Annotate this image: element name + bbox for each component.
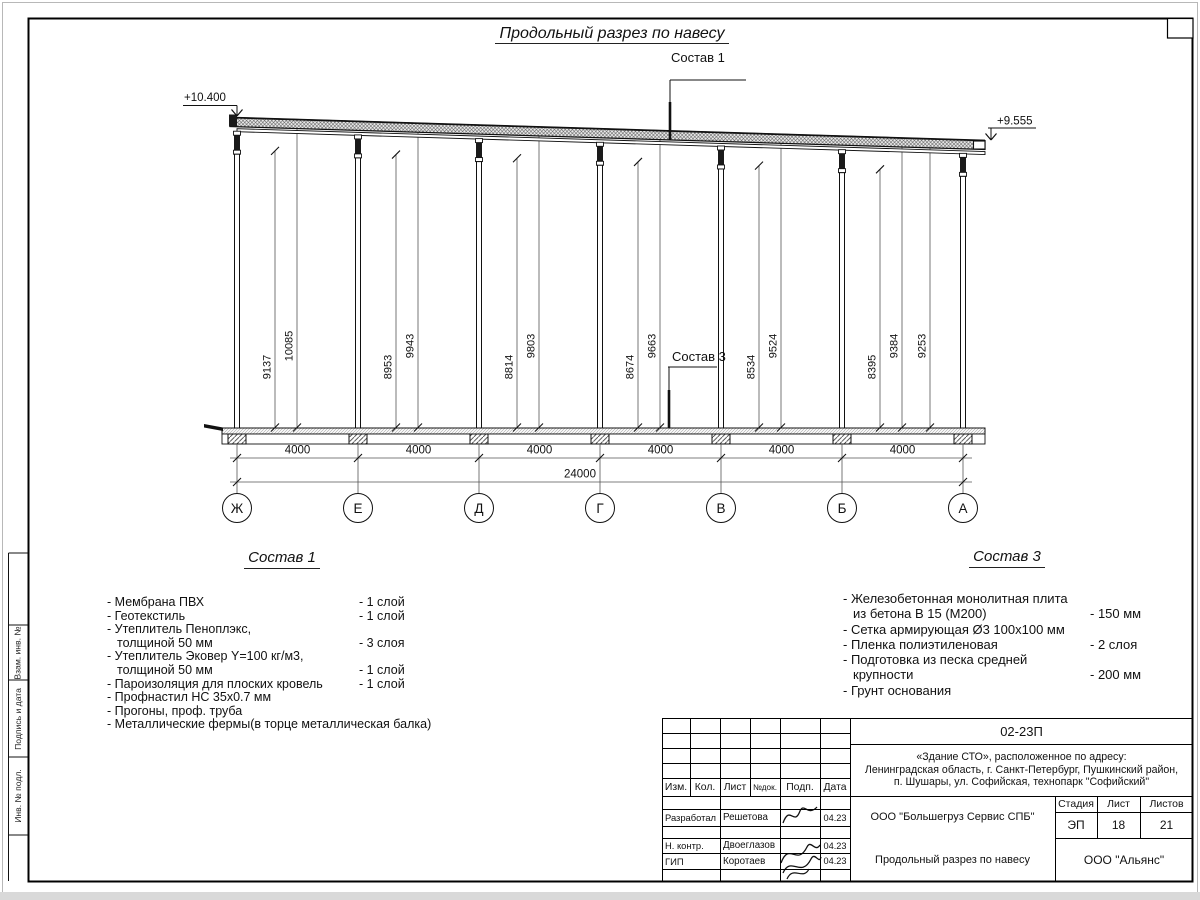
- stamp-date: 04.23: [823, 840, 847, 851]
- material-name: - Утеплитель Эковер Y=100 кг/м3,: [107, 649, 304, 664]
- sheet-number: 18: [1111, 818, 1126, 832]
- foundation-pad: [712, 434, 730, 444]
- stamp-grid-line: [662, 733, 850, 734]
- stamp-header-cell: Лист: [723, 781, 747, 793]
- sheets-label: Листов: [1149, 798, 1184, 810]
- material-quantity: - 1 слой: [359, 676, 405, 691]
- height-dim-label: 9663: [646, 333, 659, 359]
- object-line: Ленинградская область, г. Санкт-Петербург, Пушкинский район,: [864, 763, 1179, 776]
- material-name: из бетона В 15 (М200): [853, 606, 987, 622]
- axis-letter: В: [716, 500, 726, 516]
- height-dim-label: 9524: [767, 333, 780, 359]
- height-dim-label: 9803: [525, 333, 538, 359]
- foundation-pad: [228, 434, 246, 444]
- material-name: - Профнастил НС 35х0.7 мм: [107, 690, 272, 705]
- column-bearing-detail: [355, 139, 361, 154]
- bay-width-label: 4000: [768, 444, 795, 457]
- axis-letter: Д: [474, 500, 484, 516]
- column-top-plate: [234, 131, 241, 135]
- material-name: - Прогоны, проф. труба: [107, 703, 243, 718]
- material-list-item: [843, 637, 1183, 652]
- callout-sostav3: Состав 3: [672, 349, 726, 364]
- material-list-item: [107, 691, 487, 705]
- stamp-grid-line: [1192, 718, 1193, 882]
- column-base-plate-detail: [960, 172, 967, 176]
- stamp-grid-line: [662, 748, 850, 749]
- column: [719, 169, 724, 428]
- material-quantity: - 1 слой: [359, 608, 405, 623]
- sostav3-list: [843, 591, 1183, 698]
- column-bearing-detail: [597, 146, 603, 161]
- material-name: - Пленка полиэтиленовая: [843, 636, 998, 652]
- title-block: [662, 718, 1193, 882]
- bay-width-label: 4000: [647, 444, 674, 457]
- material-name: - Подготовка из песка средней: [843, 652, 1028, 668]
- foundation-pad: [591, 434, 609, 444]
- material-list-item: [107, 718, 487, 732]
- height-dim-label: 9943: [404, 333, 417, 359]
- axis-letter: Е: [353, 500, 363, 516]
- column-base-plate-detail: [234, 150, 241, 154]
- sheets-total: 21: [1159, 818, 1174, 832]
- column: [961, 176, 966, 428]
- frame-cell-podpis-data: Подпись и дата: [13, 687, 23, 750]
- material-list-item: [107, 705, 487, 719]
- elevation-arrow: [237, 110, 243, 117]
- height-dim-label: 8953: [382, 354, 395, 380]
- axis-letter: Г: [596, 500, 604, 516]
- column-base-plate-detail: [718, 165, 725, 169]
- document-number: 02-23П: [1000, 723, 1043, 739]
- material-name: - Металлические фермы(в торце металлическая балка): [107, 717, 432, 732]
- foundation-pad: [349, 434, 367, 444]
- sostav1-title: Состав 1: [222, 549, 342, 566]
- material-list-item: [107, 610, 487, 624]
- foundation-pad: [470, 434, 488, 444]
- material-name: - Мембрана ПВХ: [107, 595, 205, 609]
- floor-slab: [222, 428, 985, 434]
- stamp-grid-line: [662, 826, 850, 827]
- material-name: - Грунт основания: [843, 682, 952, 698]
- stamp-header-cell: Дата: [823, 781, 847, 793]
- column-bearing-detail: [718, 150, 724, 165]
- column-top-plate: [476, 139, 483, 143]
- bay-width-label: 4000: [284, 444, 311, 457]
- column-bearing-detail: [960, 157, 966, 172]
- stage-label: Стадия: [1058, 798, 1094, 810]
- stamp-person-name: Двоеглазов: [723, 840, 776, 851]
- frame-cell-vzam-inv: Взам. инв. №: [13, 625, 23, 680]
- roof-left-cap: [229, 115, 237, 127]
- stamp-header-cell: Кол.: [694, 781, 716, 793]
- foundation-pad: [954, 434, 972, 444]
- elevation-label: +10.400: [184, 92, 226, 104]
- height-dim-label: 9253: [916, 333, 929, 359]
- stamp-grid-line: [850, 744, 1193, 745]
- stamp-grid-line: [662, 763, 850, 764]
- column-bearing-detail: [234, 135, 240, 150]
- stamp-date: 04.23: [823, 856, 847, 866]
- column: [598, 165, 603, 428]
- material-list-item: [843, 652, 1183, 667]
- height-dim-label: 10085: [283, 330, 296, 362]
- material-list-item: [107, 678, 487, 692]
- material-name: - Утеплитель Пеноплэкс,: [107, 622, 252, 637]
- material-list-item: [843, 683, 1183, 698]
- material-name: - Железобетонная монолитная плита: [843, 591, 1068, 606]
- column: [477, 162, 482, 428]
- column: [356, 158, 361, 428]
- frame-cell-inv-podl: Инв. № подл.: [13, 769, 23, 823]
- roof-right-end-box: [974, 141, 986, 149]
- stamp-role: Н. контр.: [665, 840, 704, 851]
- material-quantity: - 1 слой: [359, 662, 405, 677]
- material-quantity: - 1 слой: [359, 595, 405, 609]
- stamp-grid-line: [1097, 796, 1098, 838]
- stamp-grid-line: [662, 881, 1193, 882]
- sheet-label: Лист: [1107, 798, 1130, 810]
- bay-width-label: 4000: [405, 444, 432, 457]
- column-base-plate-detail: [476, 158, 483, 162]
- material-quantity: - 200 мм: [1090, 667, 1142, 683]
- stamp-grid-line: [1055, 838, 1193, 839]
- callout-sostav1: Состав 1: [671, 50, 725, 65]
- bay-width-label: 4000: [889, 444, 916, 457]
- material-name: крупности: [853, 667, 914, 683]
- column-base-plate-detail: [839, 169, 846, 173]
- stamp-person-name: Решетова: [723, 812, 768, 823]
- scan-bottom-strip: [0, 892, 1200, 900]
- column: [235, 154, 240, 428]
- stamp-header-cell: Подп.: [786, 781, 814, 793]
- organization-name: ООО "Большегруз Сервис СПБ": [870, 811, 1035, 823]
- material-quantity: - 2 слоя: [1090, 636, 1138, 652]
- stamp-grid-line: [662, 796, 850, 797]
- material-quantity: - 150 мм: [1090, 606, 1142, 622]
- material-list-item: [107, 637, 487, 651]
- material-list-item: [843, 622, 1183, 637]
- stamp-person-name: Коротаев: [723, 855, 766, 867]
- column: [840, 173, 845, 428]
- column-top-plate: [839, 150, 846, 154]
- height-dim-label: 8674: [624, 354, 637, 380]
- material-name: - Сетка армирующая Ø3 100х100 мм: [843, 621, 1065, 637]
- stamp-header-cell: №док.: [753, 782, 777, 792]
- column-bearing-detail: [476, 143, 482, 158]
- sheet-title: Продольный разрез по навесу: [875, 854, 1030, 866]
- height-dim-label: 8534: [745, 354, 758, 380]
- stamp-date: 04.23: [823, 812, 847, 823]
- drawing-title: Продольный разрез по навесу: [472, 25, 752, 43]
- sostav3-title: Состав 3: [947, 548, 1067, 565]
- stamp-grid-line: [662, 869, 850, 870]
- column-top-plate: [718, 146, 725, 150]
- material-list-item: [843, 667, 1183, 682]
- design-firm: ООО "Альянс": [1083, 853, 1165, 867]
- stamp-grid-line: [850, 796, 1193, 797]
- material-name: - Геотекстиль: [107, 608, 186, 623]
- column-top-plate: [960, 153, 967, 157]
- material-name: толщиной 50 мм: [117, 635, 213, 650]
- stamp-role: Разработал: [665, 812, 717, 823]
- column-bearing-detail: [839, 154, 845, 169]
- column-top-plate: [597, 142, 604, 146]
- stage-value: ЭП: [1067, 818, 1085, 832]
- object-line: «Здание СТО», расположенное по адресу:: [916, 751, 1127, 764]
- stamp-grid-line: [1140, 796, 1141, 838]
- signature-gip: [777, 835, 823, 881]
- material-list-item: [107, 623, 487, 637]
- frame-corner-box: [1168, 19, 1194, 39]
- stamp-header-cell: Изм.: [664, 781, 688, 793]
- stamp-grid-line: [662, 718, 1193, 719]
- foundation-pad: [833, 434, 851, 444]
- material-list-item: [843, 591, 1183, 606]
- height-dim-label: 8814: [503, 354, 516, 380]
- height-dim-label: 9137: [261, 354, 274, 380]
- material-list-item: [107, 596, 487, 610]
- material-name: - Пароизоляция для плоских кровель: [107, 676, 323, 691]
- slab-left-edge: [204, 424, 223, 431]
- object-line: п. Шушары, ул. Софийская, технопарк "Софийский": [893, 776, 1150, 789]
- column-base-plate-detail: [597, 161, 604, 165]
- elevation-arrow: [986, 134, 992, 141]
- axis-letter: А: [958, 500, 968, 516]
- sostav1-list: [107, 596, 487, 732]
- bay-width-label: 4000: [526, 444, 553, 457]
- stamp-role: ГИП: [665, 855, 684, 867]
- stamp-grid-line: [1055, 796, 1056, 882]
- object-description: [850, 744, 1193, 796]
- elevation-label: +9.555: [997, 115, 1033, 128]
- height-dim-label: 8395: [866, 354, 879, 380]
- axis-letter: Б: [837, 500, 847, 516]
- material-name: толщиной 50 мм: [117, 662, 213, 677]
- axis-letter: Ж: [230, 500, 244, 516]
- material-quantity: - 3 слоя: [359, 635, 405, 650]
- material-list-item: [843, 606, 1183, 621]
- elevation-arrow: [991, 134, 997, 141]
- material-list-item: [107, 664, 487, 678]
- column-base-plate-detail: [355, 154, 362, 158]
- height-dim-label: 9384: [888, 333, 901, 359]
- total-width-label: 24000: [564, 468, 596, 481]
- stamp-grid-line: [1055, 812, 1193, 813]
- stamp-grid-line: [850, 718, 851, 882]
- column-top-plate: [355, 135, 362, 139]
- material-list-item: [107, 650, 487, 664]
